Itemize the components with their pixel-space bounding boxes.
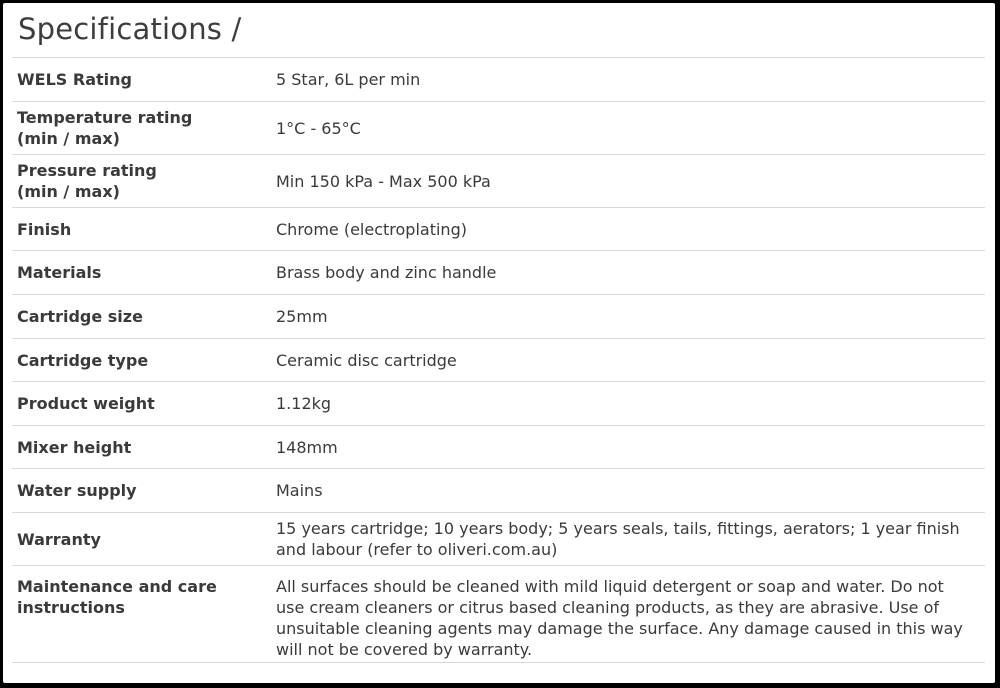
spec-value: 15 years cartridge; 10 years body; 5 years seals, tails, fittings, aerators; 1 year finish and labour (refer to oliveri.com.au) — [276, 519, 960, 559]
specifications-panel — [3, 3, 995, 683]
spec-row-pressure-rating — [12, 155, 985, 208]
spec-label: Finish — [17, 219, 72, 239]
spec-value: Ceramic disc cartridge — [276, 350, 457, 370]
spec-label: Cartridge size — [17, 307, 143, 326]
specifications-table — [12, 57, 985, 663]
spec-value: Brass body and zinc handle — [276, 263, 497, 282]
spec-label: Warranty — [17, 529, 101, 549]
spec-row-cartridge-size — [12, 295, 985, 339]
spec-row-materials — [12, 251, 985, 295]
spec-label: Mixer height — [17, 437, 132, 457]
spec-value: 25mm — [276, 307, 328, 326]
spec-row-cartridge-type — [12, 339, 985, 382]
page-title: Specifications / — [18, 12, 242, 46]
spec-label: Pressure rating (min / max) — [17, 161, 157, 201]
spec-label: Temperature rating (min / max) — [17, 108, 193, 148]
spec-row-finish — [12, 208, 985, 251]
spec-value: Mains — [276, 481, 323, 500]
spec-value: 1°C - 65°C — [276, 118, 361, 138]
spec-row-water-supply — [12, 469, 985, 513]
spec-row-product-weight — [12, 382, 985, 426]
spec-row-warranty — [12, 513, 985, 566]
spec-value: 1.12kg — [276, 394, 332, 413]
spec-label: Materials — [17, 263, 102, 282]
spec-label: Product weight — [17, 394, 155, 413]
spec-row-temperature-rating — [12, 102, 985, 155]
spec-value: All surfaces should be cleaned with mild liquid detergent or soap and water. Do not use cream cleaners or citrus based cleaning products, as they are abrasive. Use of unsuitable cleaning agents may damage the surface. Any damage caused in this way will not be covered by warranty. — [276, 577, 963, 659]
spec-value: Min 150 kPa - Max 500 kPa — [276, 171, 491, 191]
spec-value: Chrome (electroplating) — [276, 219, 467, 239]
spec-row-wels-rating — [12, 58, 985, 102]
spec-value: 5 Star, 6L per min — [276, 70, 421, 89]
spec-row-maintenance-and-care — [12, 566, 985, 663]
spec-label: Maintenance and care instructions — [17, 577, 217, 617]
spec-row-mixer-height — [12, 426, 985, 469]
spec-label: Water supply — [17, 481, 137, 500]
spec-label: WELS Rating — [17, 70, 132, 89]
spec-value: 148mm — [276, 437, 338, 457]
spec-label: Cartridge type — [17, 350, 149, 370]
